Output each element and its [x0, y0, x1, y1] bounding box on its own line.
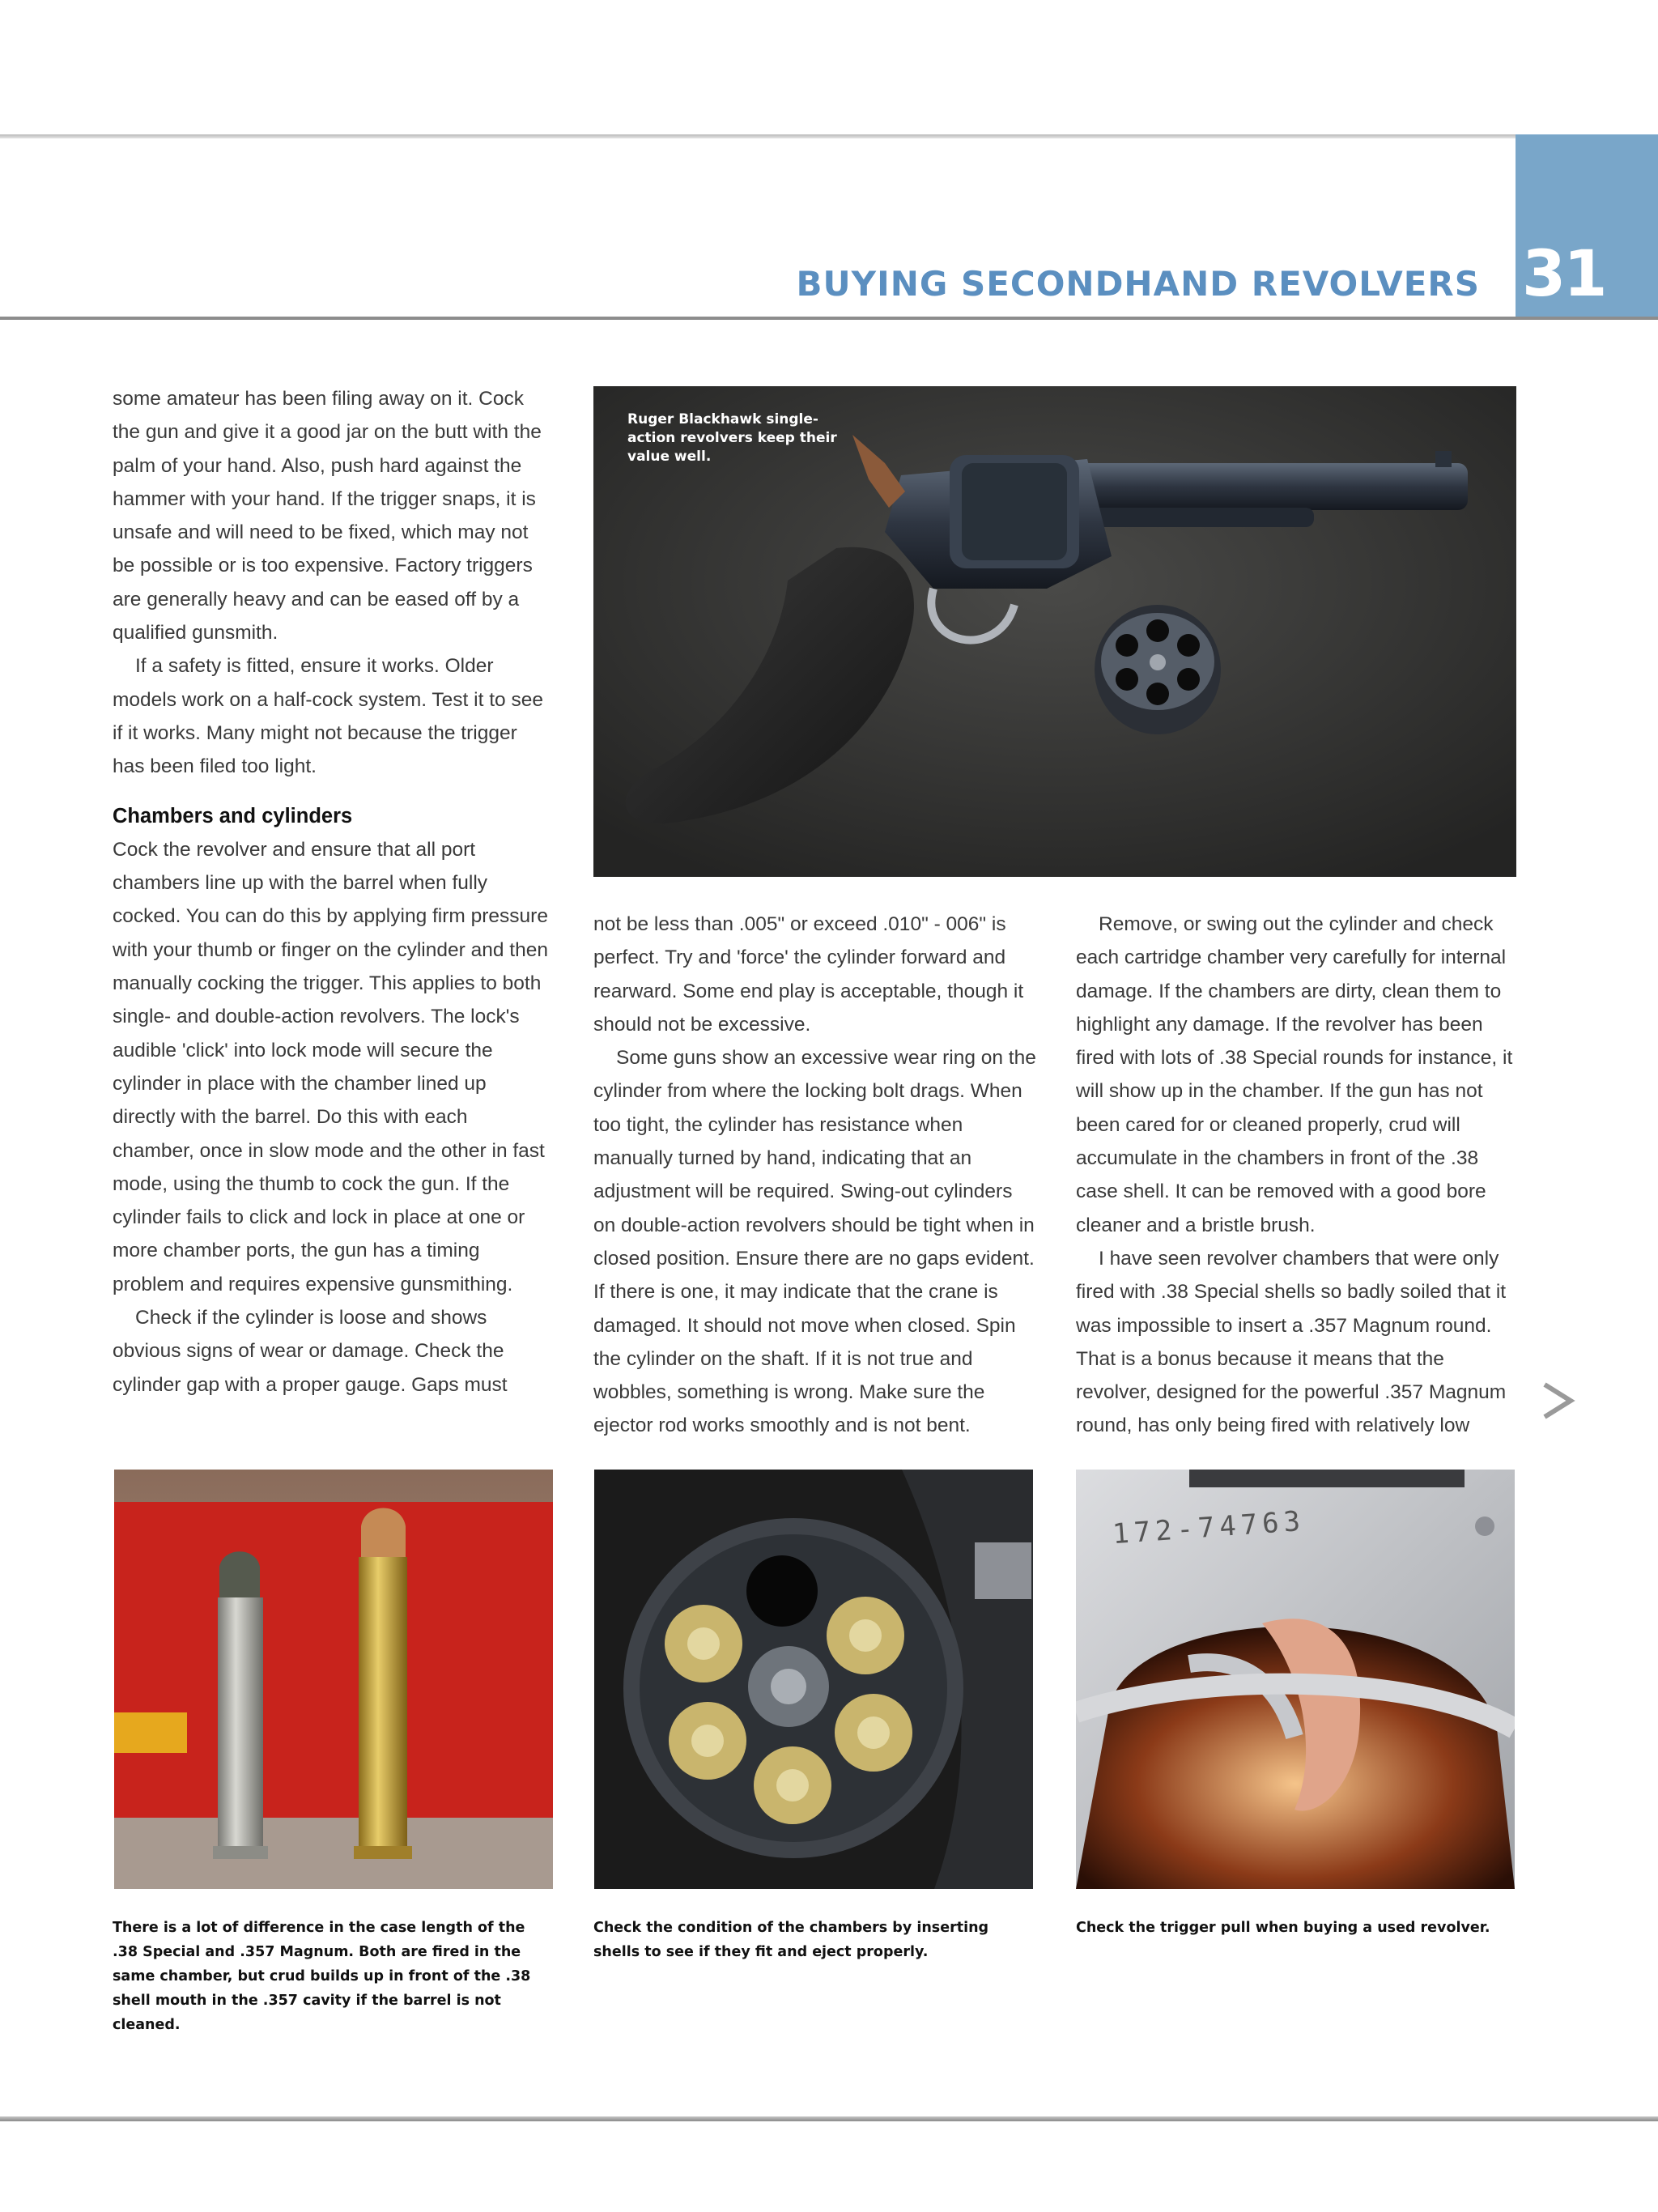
- paragraph: some amateur has been filing away on it. Cock the gun and give it a good jar on the butt with the palm of your hand. Also, push hard against the hammer with your hand. If the trigger snaps, it is unsafe and will need to be fixed, which may not be possible or is too expensive. Factory triggers are generally heavy and can be eased off by a qualified gunsmith.: [113, 388, 542, 644]
- next-page-arrow-icon[interactable]: [1538, 1376, 1579, 1425]
- photo-caption: Check the trigger pull when buying a used revolver.: [1076, 1920, 1490, 1936]
- paragraph: If a safety is fitted, ensure it works. Older models work on a half-cock system. Test it to see if it works. Many might not because the trigger has been filed too light.: [113, 655, 543, 778]
- revolver-photo: [593, 386, 1516, 877]
- bottom-rule: [0, 2116, 1658, 2121]
- header-rule: [0, 317, 1658, 320]
- photo-caption: Check the condition of the chambers by inserting shells to see if they fit and eject properly.: [593, 1920, 989, 1960]
- serial-number: 172-74763: [1111, 1504, 1307, 1551]
- paragraph: Cock the revolver and ensure that all port chambers line up with the barrel when fully cocked. You can do this by applying firm pressure with your thumb or finger on the cylinder and then manually cocking the trigger. This applies to both single- and double-action revolvers. The lock's audible 'click' into lock mode will secure the cylinder in place with the chamber lined up directly with the barrel. Do this with each chamber, once in slow mode and the other in fast mode, using the thumb to cock the gun. If the cylinder fails to click and lock in place at one or more chamber ports, the gun has a timing problem and requires expensive gunsmithing.: [113, 838, 548, 1295]
- running-head: BUYING SECONDHAND REVOLVERS: [796, 264, 1480, 304]
- paragraph: I have seen revolver chambers that were only fired with .38 Special shells so badly soiled that it was impossible to insert a .357 Magnum round. That is a bonus because it means that the revolver, designed for the powerful .357 Magnum round, has only being fired with relatively low: [1076, 1247, 1507, 1437]
- paragraph: Some guns show an excessive wear ring on the cylinder from where the locking bolt drags. When too tight, the cylinder has resistance when manually turned by hand, indicating that an adjustment will be required. Swing-out cylinders on double-action revolvers should be tight when in closed position. Ensure there are no gaps evident. If there is one, it may indicate that the crane is damaged. It should not move when closed. Spin the cylinder on the shaft. If it is not true and wobbles, something is wrong. Make sure the ejector rod works smoothly and is not bent.: [593, 1047, 1036, 1437]
- chambers-photo: [594, 1470, 1033, 1889]
- column-3: [1076, 908, 1513, 1443]
- page-number: 31: [1522, 238, 1605, 311]
- paragraph: Check if the cylinder is loose and shows obvious signs of wear or damage. Check the cylinder gap with a proper gauge. Gaps must: [113, 1307, 508, 1396]
- column-2: [593, 908, 1037, 1443]
- paragraph: not be less than .005" or exceed .010" - 006" is perfect. Try and 'force' the cylinder forward and rearward. Some end play is acceptable, though it should not be excessive.: [593, 913, 1024, 1036]
- cartridges-photo: [114, 1470, 553, 1889]
- photo-caption-overlay: Ruger Blackhawk single-action revolvers keep their value well.: [627, 411, 837, 465]
- spacer: [113, 784, 550, 800]
- top-rule: [0, 134, 1658, 138]
- paragraph: Remove, or swing out the cylinder and check each cartridge chamber very carefully for internal damage. If the chambers are dirty, clean them to highlight any damage. If the revolver has been fired with lots of .38 Special rounds for instance, it will show up in the chamber. If the gun has not been cared for or cleaned properly, crud will accumulate in the chambers in front of the .38 case shell. It can be removed with a good bore cleaner and a bristle brush.: [1076, 913, 1513, 1236]
- photo-caption: There is a lot of difference in the case length of the .38 Special and .357 Magnum. Both are fired in the same chamber, but crud builds up in front of the .38 shell mouth in the .357 cavity if the barrel is not cleaned.: [113, 1920, 531, 2033]
- trigger-photo: [1076, 1470, 1515, 1889]
- chambers-illustration: [594, 1470, 1033, 1889]
- section-heading: Chambers and cylinders: [113, 804, 353, 827]
- column-1: [113, 382, 550, 1402]
- cartridges-illustration: [114, 1470, 553, 1889]
